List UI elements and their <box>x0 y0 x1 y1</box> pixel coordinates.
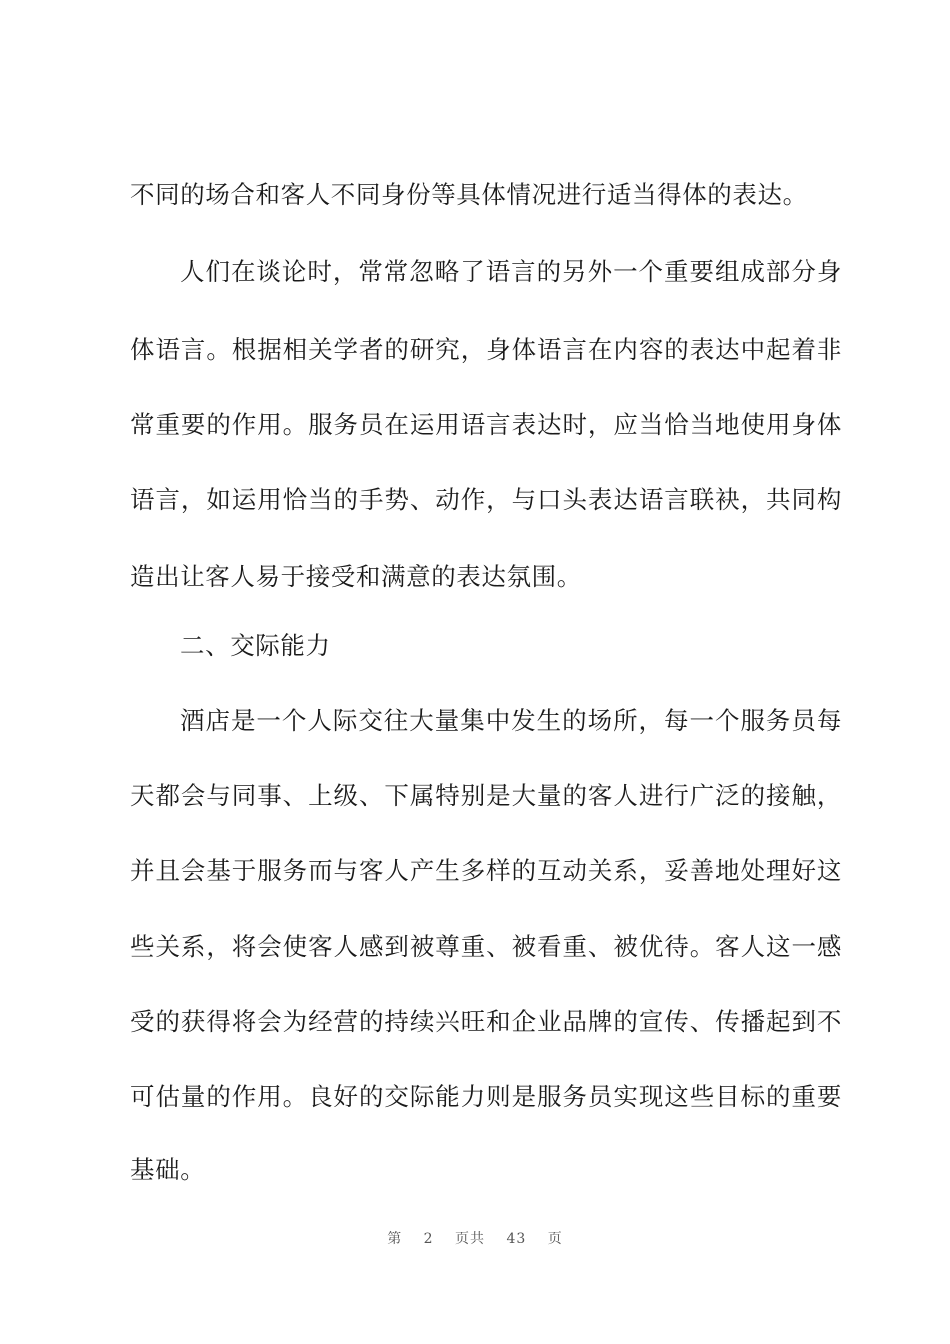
section-heading: 二、交际能力 <box>180 631 331 660</box>
footer-current-page: 2 <box>423 1231 434 1247</box>
paragraph-line: 酒店是一个人际交往大量集中发生的场所，每一个服务员每 <box>180 706 842 735</box>
paragraph-line: 常重要的作用。服务员在运用语言表达时，应当恰当地使用身体 <box>130 410 842 439</box>
footer-total-pages: 43 <box>506 1231 527 1247</box>
paragraph-line: 人们在谈论时，常常忽略了语言的另外一个重要组成部分身 <box>180 257 842 286</box>
paragraph-line: 造出让客人易于接受和满意的表达氛围。 <box>130 562 582 591</box>
paragraph-line: 语言，如运用恰当的手势、动作，与口头表达语言联袂，共同构 <box>130 485 842 514</box>
footer-middle: 页共 <box>455 1231 486 1247</box>
footer-prefix: 第 <box>387 1231 403 1247</box>
paragraph-line: 可估量的作用。良好的交际能力则是服务员实现这些目标的重要 <box>130 1082 842 1111</box>
paragraph-line: 体语言。根据相关学者的研究，身体语言在内容的表达中起着非 <box>130 335 842 364</box>
paragraph-line: 受的获得将会为经营的持续兴旺和企业品牌的宣传、传播起到不 <box>130 1007 842 1036</box>
paragraph-line: 并且会基于服务而与客人产生多样的互动关系，妥善地处理好这 <box>130 856 842 885</box>
paragraph-line: 些关系，将会使客人感到被尊重、被看重、被优待。客人这一感 <box>130 932 842 961</box>
page-footer <box>0 1228 950 1248</box>
footer-suffix: 页 <box>547 1231 563 1247</box>
paragraph-line: 天都会与同事、上级、下属特别是大量的客人进行广泛的接触， <box>130 781 842 810</box>
paragraph-line: 基础。 <box>130 1155 206 1184</box>
paragraph-line: 不同的场合和客人不同身份等具体情况进行适当得体的表达。 <box>130 180 808 209</box>
